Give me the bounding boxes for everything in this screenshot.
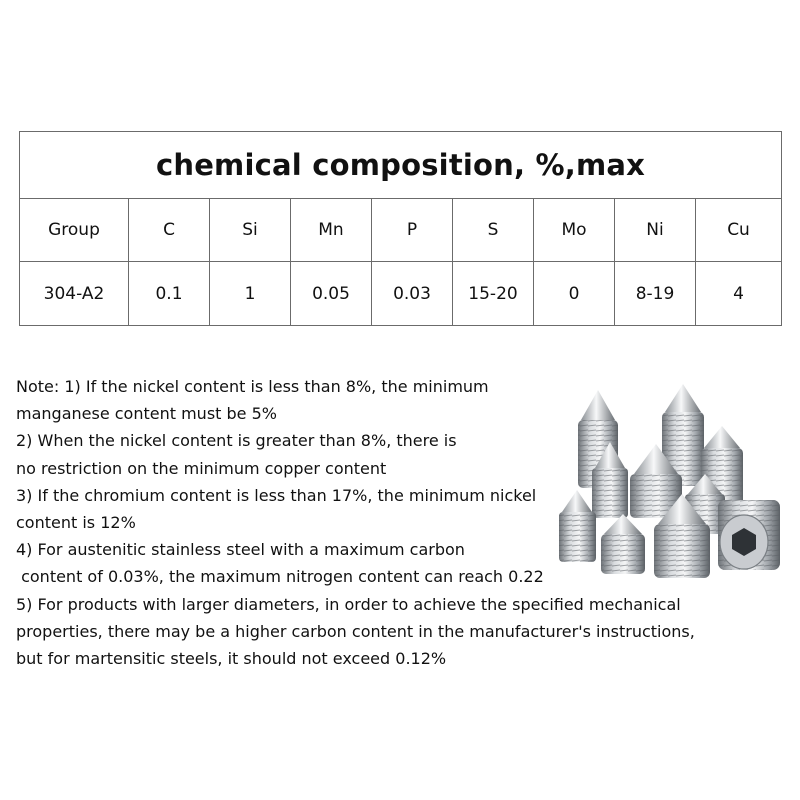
screw-shape	[718, 500, 780, 570]
cell-c: 0.1	[129, 262, 210, 326]
cell-group: 304-A2	[20, 262, 129, 326]
note-line: 5) For products with larger diameters, in order to achieve the specified mechanical	[16, 594, 681, 614]
note-line: content of 0.03%, the maximum nitrogen content can reach 0.22	[16, 567, 544, 587]
set-screws-image	[548, 382, 784, 582]
note-line: but for martensitic steels, it should not exceed 0.12%	[16, 649, 447, 669]
header-group: Group	[20, 199, 129, 262]
note-line: Note: 1) If the nickel content is less than 8%, the minimum	[16, 377, 489, 396]
table-header-row	[20, 199, 782, 262]
header-mo: Mo	[534, 199, 615, 262]
cell-p: 0.03	[372, 262, 453, 326]
header-ni: Ni	[615, 199, 696, 262]
cell-s: 15-20	[453, 262, 534, 326]
table-row	[20, 262, 782, 326]
screw-shape	[601, 514, 645, 574]
note-line: properties, there may be a higher carbon content in the manufacturer's instructions,	[16, 621, 695, 641]
header-s: S	[453, 199, 534, 262]
cell-ni: 8-19	[615, 262, 696, 326]
cell-cu: 4	[696, 262, 782, 326]
header-mn: Mn	[291, 199, 372, 262]
header-cu: Cu	[696, 199, 782, 262]
note-line: 3) If the chromium content is less than 17%, the minimum nickel	[16, 485, 537, 505]
note-line: no restriction on the minimum copper content	[16, 458, 387, 478]
screw-shape	[559, 490, 596, 562]
note-line: 4) For austenitic stainless steel with a maximum carbon	[16, 540, 465, 560]
cell-mo: 0	[534, 262, 615, 326]
note-line: content is 12%	[16, 513, 136, 533]
header-si: Si	[210, 199, 291, 262]
table-title: chemical composition, %,max	[20, 132, 782, 199]
note-line: 2) When the nickel content is greater than 8%, there is	[16, 431, 457, 451]
header-c: C	[129, 199, 210, 262]
cell-si: 1	[210, 262, 291, 326]
composition-table	[19, 131, 782, 326]
cell-mn: 0.05	[291, 262, 372, 326]
note-line: manganese content must be 5%	[16, 404, 277, 424]
header-p: P	[372, 199, 453, 262]
